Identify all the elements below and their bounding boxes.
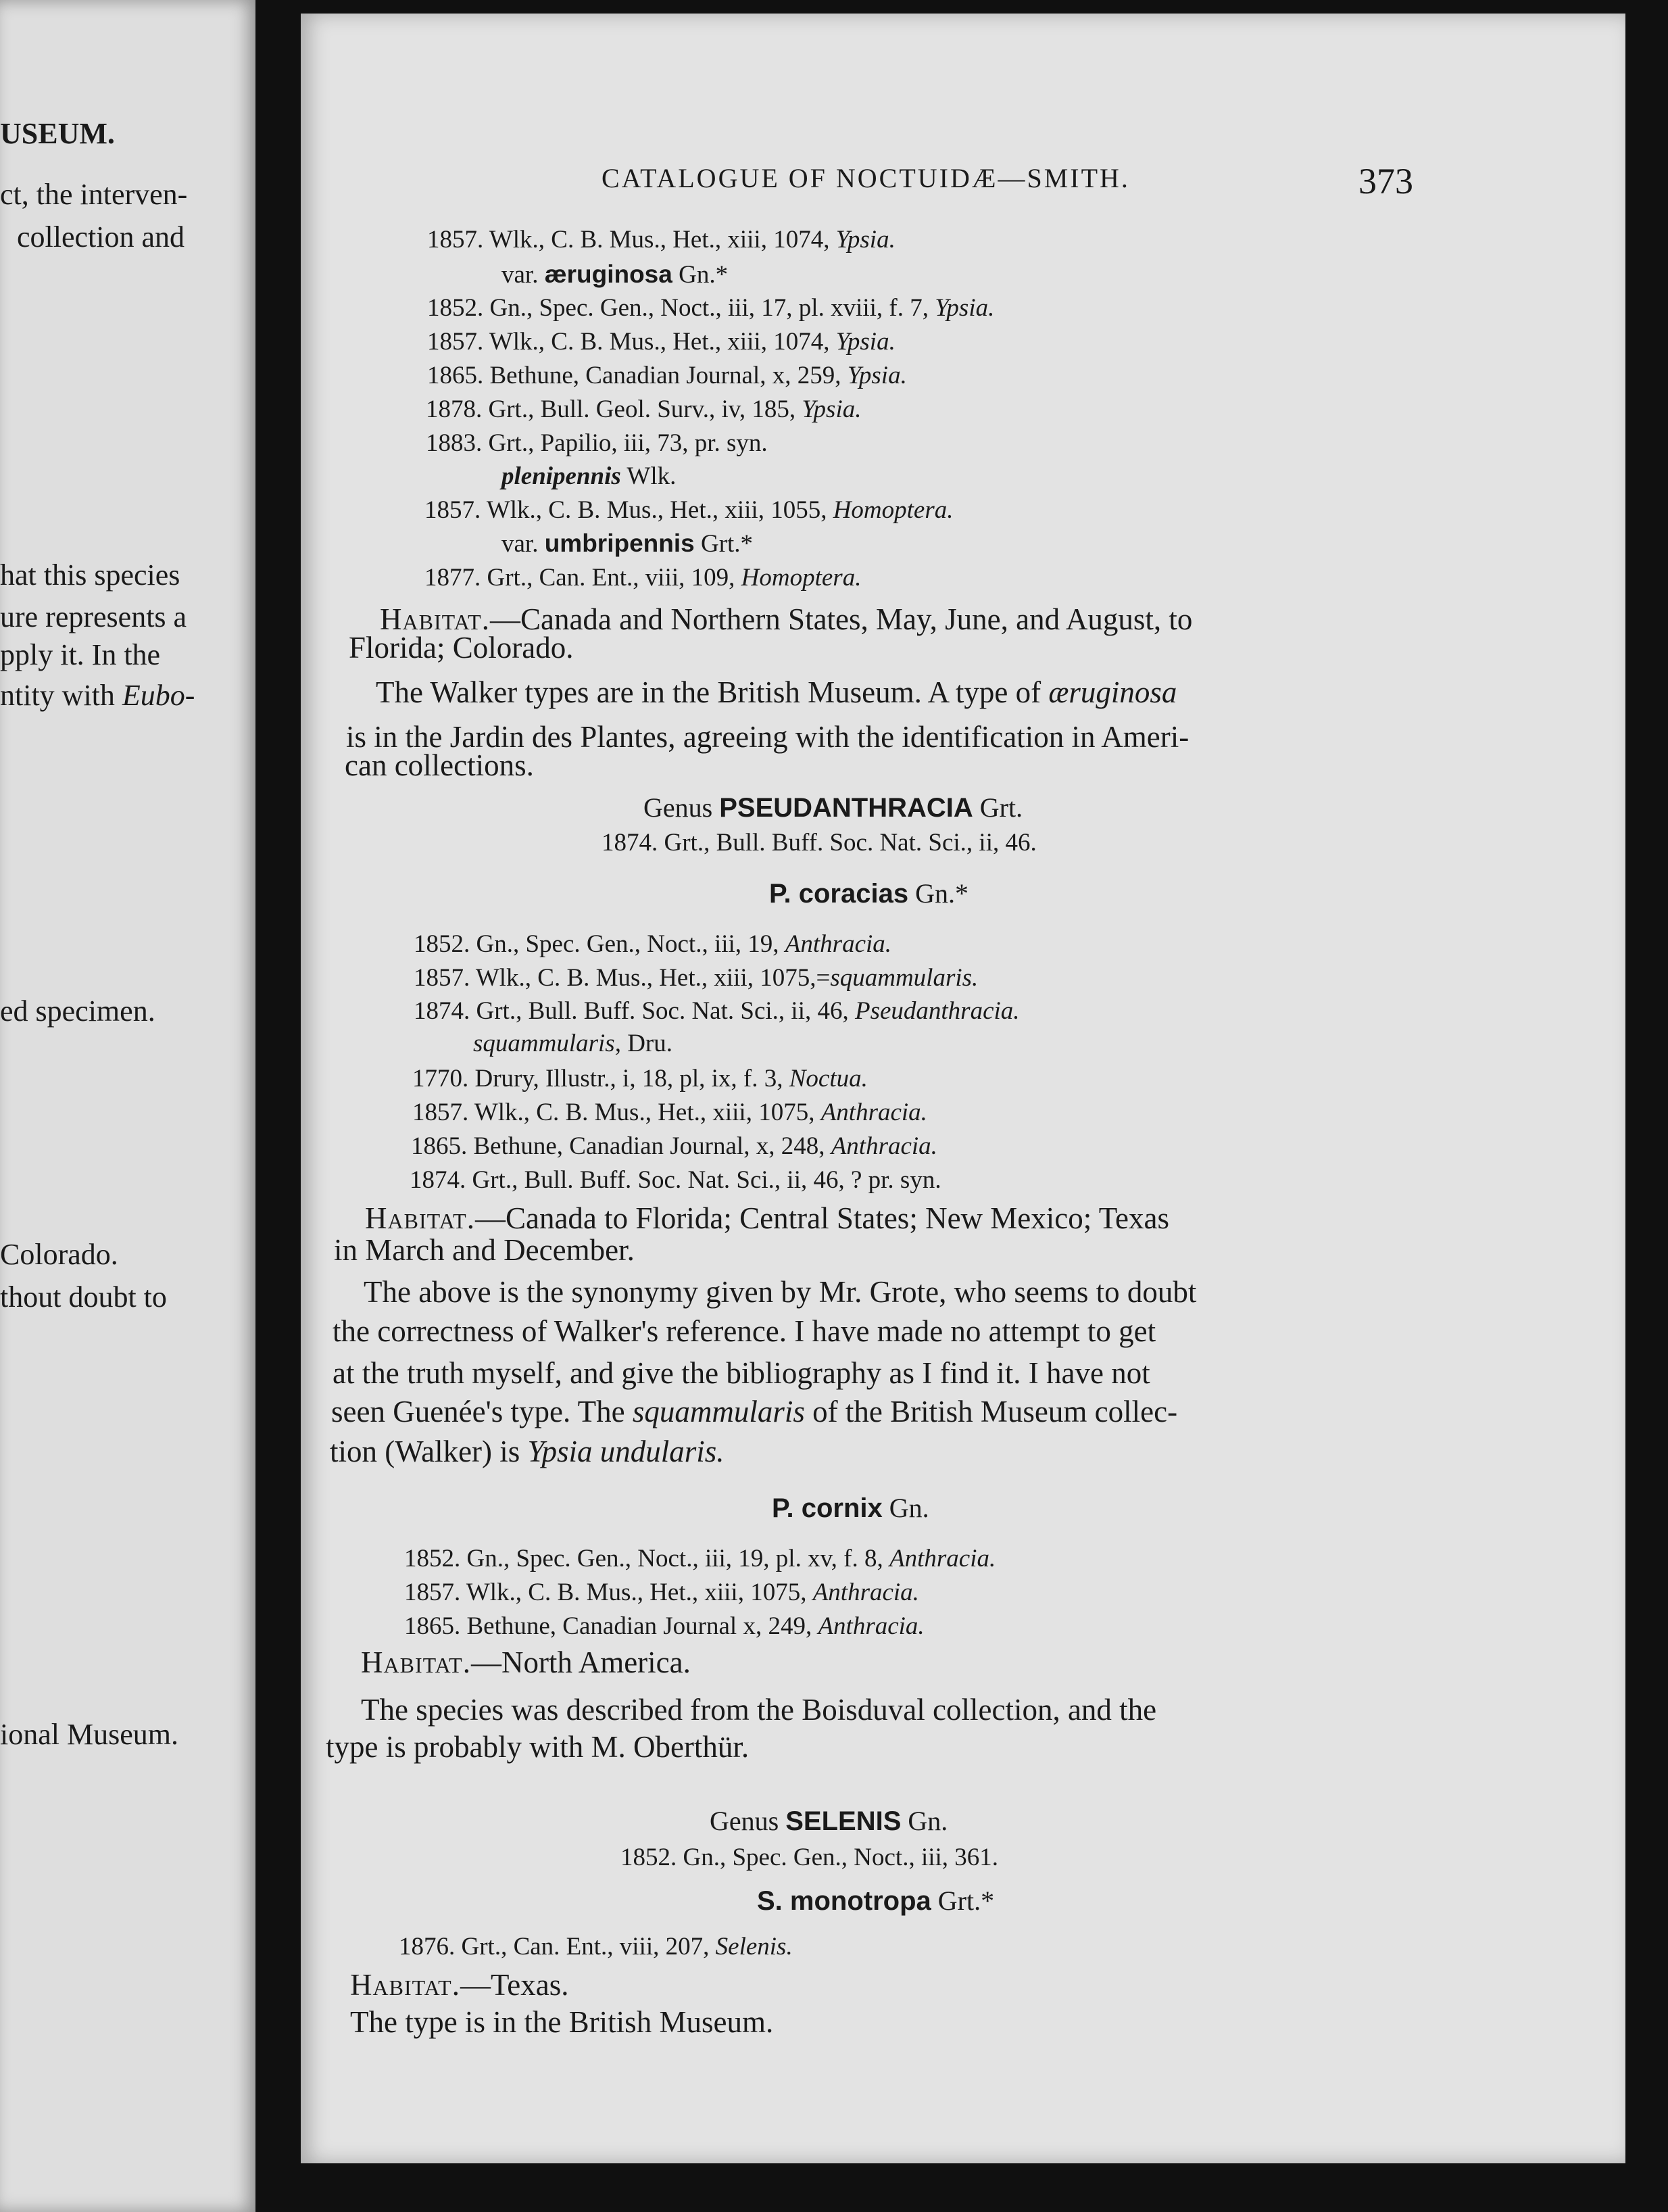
citation-text: 1874. Grt., Bull. Buff. Soc. Nat. Sci., ii, 46, bbox=[414, 997, 849, 1025]
habitat-label: Habitat. bbox=[380, 602, 490, 636]
paragraph-text: tion (Walker) is bbox=[330, 1435, 520, 1468]
citation-line bbox=[414, 996, 1020, 1026]
genus-author: Gn. bbox=[908, 1806, 948, 1836]
citation-line bbox=[412, 1098, 927, 1127]
running-head: CATALOGUE OF NOCTUIDÆ—SMITH. bbox=[602, 163, 1130, 193]
synonym-author: Wlk. bbox=[627, 462, 677, 490]
citation-genus: Ypsia. bbox=[835, 328, 896, 356]
habitat-line bbox=[361, 1645, 691, 1680]
left-page-line: Colorado. bbox=[0, 1238, 118, 1271]
species-heading bbox=[769, 877, 968, 909]
left-page-line bbox=[0, 678, 195, 713]
citation-line bbox=[414, 963, 978, 992]
species-heading bbox=[772, 1492, 929, 1524]
citation-line bbox=[427, 225, 896, 254]
paragraph-line: is in the Jardin des Plantes, agreeing with the identification in Ameri- bbox=[346, 720, 1189, 754]
citation-text: 1857. Wlk., C. B. Mus., Het., xiii, 1074, bbox=[427, 328, 830, 356]
genus-prefix: Genus bbox=[710, 1806, 779, 1836]
citation-genus: Anthracia. bbox=[820, 1099, 927, 1126]
citation-genus: Selenis. bbox=[715, 1933, 793, 1961]
paragraph-line: the correctness of Walker's reference. I have made no attempt to get bbox=[333, 1314, 1156, 1348]
page-number: 373 bbox=[1358, 161, 1413, 201]
genus-author: Grt. bbox=[979, 792, 1023, 823]
paragraph-line: The species was described from the Boisduval collection, and the bbox=[361, 1693, 1157, 1727]
left-page-italic: Eubo- bbox=[122, 679, 195, 712]
left-page-text: ntity with bbox=[0, 679, 115, 712]
citation-genus: Ypsia. bbox=[935, 294, 995, 322]
citation-text: 1857. Wlk., C. B. Mus., Het., xiii, 1075, bbox=[412, 1099, 815, 1126]
citation-genus: Anthracia. bbox=[889, 1545, 996, 1572]
habitat-label: Habitat. bbox=[361, 1645, 471, 1679]
habitat-text: —Texas. bbox=[460, 1968, 569, 2002]
species-author: Gn.* bbox=[915, 878, 968, 909]
variety-name: æruginosa bbox=[544, 260, 672, 288]
paragraph-line: can collections. bbox=[345, 748, 534, 782]
citation-line: 1874. Grt., Bull. Buff. Soc. Nat. Sci., ii, 46, ? pr. syn. bbox=[410, 1166, 941, 1194]
left-page-line: collection and bbox=[17, 220, 185, 254]
left-page-line: thout doubt to bbox=[0, 1280, 167, 1314]
citation-line bbox=[411, 1132, 937, 1161]
habitat-line bbox=[350, 1967, 569, 2002]
paragraph-text: The Walker types are in the British Museum. A type of bbox=[376, 675, 1041, 709]
paragraph-italic: æruginosa bbox=[1048, 675, 1177, 709]
left-page-line: ed specimen. bbox=[0, 994, 155, 1028]
habitat-text: —Canada to Florida; Central States; New Mexico; Texas bbox=[474, 1201, 1169, 1235]
paragraph-text: of the British Museum collec- bbox=[812, 1395, 1178, 1428]
citation-line bbox=[424, 496, 954, 525]
habitat-line: Florida; Colorado. bbox=[349, 631, 574, 665]
variety-line bbox=[501, 260, 728, 289]
genus-prefix: Genus bbox=[643, 792, 713, 823]
species-name: S. monotropa bbox=[757, 1886, 931, 1916]
citation-line: 1883. Grt., Papilio, iii, 73, pr. syn. bbox=[426, 429, 768, 457]
citation-line bbox=[404, 1612, 925, 1641]
genus-reference: 1852. Gn., Spec. Gen., Noct., iii, 361. bbox=[620, 1844, 999, 1871]
citation-text: 1876. Grt., Can. Ent., viii, 207, bbox=[399, 1933, 710, 1961]
citation-genus: Pseudanthracia. bbox=[854, 997, 1020, 1025]
citation-genus: Homoptera. bbox=[741, 564, 862, 592]
variety-prefix: var. bbox=[501, 530, 539, 558]
citation-text: 1857. Wlk., C. B. Mus., Het., xiii, 1075, bbox=[404, 1579, 807, 1606]
citation-line bbox=[427, 327, 896, 356]
habitat-text: —North America. bbox=[470, 1645, 691, 1679]
citation-genus: Ypsia. bbox=[835, 226, 896, 254]
citation-genus: Anthracia. bbox=[831, 1132, 937, 1160]
left-page-line: ure represents a bbox=[0, 600, 187, 633]
citation-genus: Ypsia. bbox=[847, 362, 907, 389]
left-page-line: ional Museum. bbox=[0, 1718, 178, 1751]
citation-genus: Anthracia. bbox=[812, 1579, 919, 1606]
habitat-line: in March and December. bbox=[334, 1233, 635, 1267]
synonym-line bbox=[473, 1029, 672, 1058]
left-page bbox=[0, 0, 255, 2212]
variety-author: Gn.* bbox=[679, 261, 729, 289]
paragraph-line: at the truth myself, and give the bibliography as I find it. I have not bbox=[333, 1356, 1150, 1390]
citation-genus: Noctua. bbox=[789, 1065, 868, 1092]
citation-text: 1865. Bethune, Canadian Journal, x, 248, bbox=[411, 1132, 825, 1160]
left-page-line: pply it. In the bbox=[0, 638, 161, 671]
citation-line bbox=[399, 1932, 793, 1961]
species-name: P. cornix bbox=[772, 1493, 883, 1523]
habitat-text: —Canada and Northern States, May, June, and August, to bbox=[489, 602, 1193, 636]
species-author: Grt.* bbox=[937, 1885, 995, 1916]
citation-line bbox=[404, 1578, 919, 1607]
paragraph-line bbox=[330, 1434, 725, 1469]
citation-text: 1770. Drury, Illustr., i, 18, pl, ix, f. 3, bbox=[412, 1065, 783, 1092]
citation-text: 1865. Bethune, Canadian Journal, x, 259, bbox=[427, 362, 841, 389]
synonym-author: Dru. bbox=[627, 1030, 672, 1057]
citation-text: 1865. Bethune, Canadian Journal x, 249, bbox=[404, 1612, 812, 1640]
citation-genus: Ypsia. bbox=[802, 395, 862, 423]
citation-text: 1857. Wlk., C. B. Mus., Het., xiii, 1074, bbox=[427, 226, 830, 254]
citation-line bbox=[414, 930, 891, 959]
synonym-name: squammularis, bbox=[473, 1030, 621, 1057]
variety-author: Grt.* bbox=[700, 530, 754, 558]
citation-text: 1857. Wlk., C. B. Mus., Het., xiii, 1075,= bbox=[414, 964, 831, 992]
paragraph-italic: squammularis bbox=[632, 1395, 805, 1428]
paragraph-line bbox=[331, 1394, 1177, 1429]
species-author: Gn. bbox=[889, 1493, 929, 1523]
habitat-label: Habitat. bbox=[350, 1968, 460, 2002]
variety-name: umbripennis bbox=[544, 529, 695, 557]
citation-line bbox=[424, 563, 861, 592]
species-heading bbox=[757, 1885, 994, 1917]
habitat-line bbox=[365, 1201, 1169, 1236]
paragraph-line bbox=[376, 675, 1177, 710]
citation-line bbox=[412, 1064, 868, 1093]
citation-text: 1857. Wlk., C. B. Mus., Het., xiii, 1055, bbox=[424, 496, 827, 524]
species-name: P. coracias bbox=[769, 879, 909, 909]
habitat-label: Habitat. bbox=[365, 1201, 475, 1235]
synonym-name: plenipennis bbox=[501, 462, 621, 490]
genus-reference: 1874. Grt., Bull. Buff. Soc. Nat. Sci., ii, 46. bbox=[602, 829, 1037, 857]
citation-genus: squammularis. bbox=[830, 964, 979, 992]
citation-genus: Anthracia. bbox=[785, 930, 892, 958]
citation-line bbox=[404, 1544, 996, 1573]
genus-heading bbox=[643, 792, 1023, 823]
variety-line bbox=[501, 529, 753, 558]
citation-text: 1852. Gn., Spec. Gen., Noct., iii, 19, pl. xv, f. 8, bbox=[404, 1545, 883, 1572]
paragraph-italic: Ypsia undularis. bbox=[527, 1435, 725, 1468]
left-page-line: hat this species bbox=[0, 558, 180, 592]
variety-prefix: var. bbox=[501, 261, 539, 289]
synonym-line bbox=[501, 462, 676, 491]
left-page-line: USEUM. bbox=[0, 117, 115, 150]
paragraph-line: The type is in the British Museum. bbox=[350, 2005, 774, 2039]
citation-text: 1878. Grt., Bull. Geol. Surv., iv, 185, bbox=[426, 395, 796, 423]
left-page-line: ct, the interven- bbox=[0, 178, 188, 211]
citation-genus: Anthracia. bbox=[818, 1612, 925, 1640]
genus-heading bbox=[710, 1805, 948, 1837]
genus-name: SELENIS bbox=[785, 1806, 902, 1836]
citation-genus: Homoptera. bbox=[833, 496, 954, 524]
citation-line bbox=[427, 293, 994, 322]
citation-line bbox=[427, 361, 907, 390]
paragraph-line: The above is the synonymy given by Mr. Grote, who seems to doubt bbox=[364, 1275, 1197, 1309]
citation-text: 1852. Gn., Spec. Gen., Noct., iii, 19, bbox=[414, 930, 779, 958]
citation-line bbox=[426, 395, 861, 424]
paragraph-text: seen Guenée's type. The bbox=[331, 1395, 625, 1428]
citation-text: 1877. Grt., Can. Ent., viii, 109, bbox=[424, 564, 735, 592]
genus-name: PSEUDANTHRACIA bbox=[719, 793, 973, 823]
citation-text: 1852. Gn., Spec. Gen., Noct., iii, 17, pl. xviii, f. 7, bbox=[427, 294, 929, 322]
paragraph-line: type is probably with M. Oberthür. bbox=[326, 1730, 750, 1764]
